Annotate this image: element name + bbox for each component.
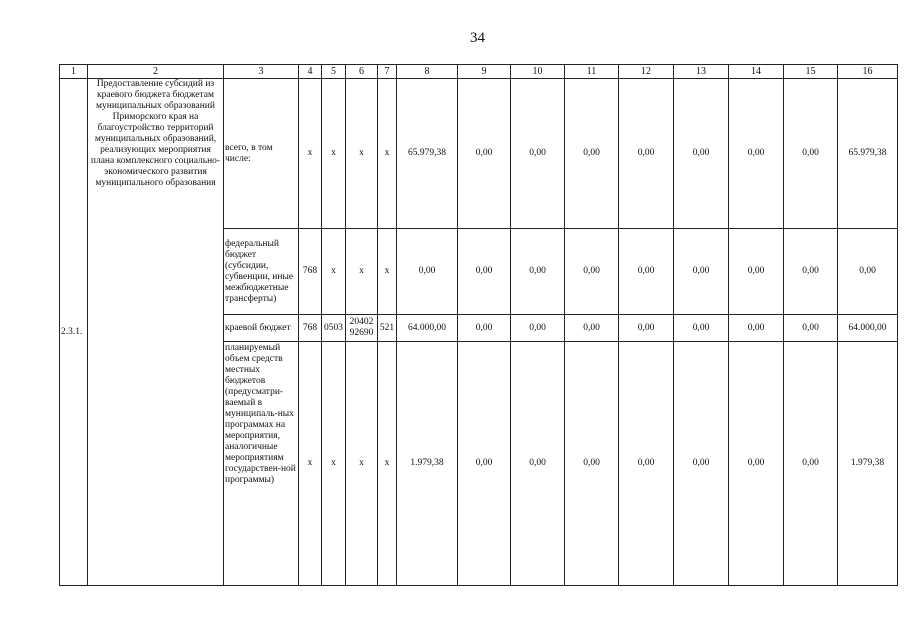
column-header: 11 — [565, 65, 619, 79]
table-cell: 0,00 — [511, 79, 565, 229]
table-cell: 0,00 — [674, 315, 729, 342]
table-cell: 65.979,38 — [838, 79, 898, 229]
table-cell: 0,00 — [565, 79, 619, 229]
table-cell: 0,00 — [511, 229, 565, 315]
table-cell: x — [299, 79, 322, 229]
table-cell: 0,00 — [458, 315, 511, 342]
column-header: 6 — [346, 65, 378, 79]
table-cell: 0,00 — [674, 342, 729, 586]
table-row-total — [60, 79, 898, 229]
table-cell: 64.000,00 — [397, 315, 458, 342]
table-cell: 0,00 — [565, 315, 619, 342]
table-cell: 0,00 — [511, 315, 565, 342]
table-cell: 0,00 — [784, 342, 838, 586]
table-cell: 0,00 — [674, 229, 729, 315]
funding-source: федеральный бюджет (субсидии, субвенции, иные межбюджетные трансферты) — [224, 229, 299, 315]
table-cell: 0,00 — [619, 229, 674, 315]
table-cell: 0,00 — [511, 342, 565, 586]
column-header: 8 — [397, 65, 458, 79]
table-cell: x — [322, 229, 346, 315]
table-cell: x — [346, 229, 378, 315]
table-cell: 0,00 — [619, 342, 674, 586]
table-cell: x — [378, 79, 397, 229]
table-cell: 0,00 — [784, 315, 838, 342]
table-cell: 1.979,38 — [397, 342, 458, 586]
column-header: 1 — [60, 65, 88, 79]
table-cell: 64.000,00 — [838, 315, 898, 342]
funding-source: краевой бюджет — [224, 315, 299, 342]
budget-table — [59, 64, 898, 586]
table-cell: 521 — [378, 315, 397, 342]
column-header: 3 — [224, 65, 299, 79]
column-header: 15 — [784, 65, 838, 79]
table-cell: 0503 — [322, 315, 346, 342]
table-cell: 768 — [299, 229, 322, 315]
table-cell: 0,00 — [674, 79, 729, 229]
table-cell: 1.979,38 — [838, 342, 898, 586]
column-header: 2 — [88, 65, 224, 79]
column-number-row — [60, 65, 898, 79]
table-cell: 0,00 — [619, 315, 674, 342]
column-header: 7 — [378, 65, 397, 79]
table-cell: 65.979,38 — [397, 79, 458, 229]
item-code: 2.3.1. — [60, 79, 88, 586]
table-cell: 0,00 — [619, 79, 674, 229]
column-header: 12 — [619, 65, 674, 79]
column-header: 9 — [458, 65, 511, 79]
column-header: 16 — [838, 65, 898, 79]
table-cell: 0,00 — [729, 229, 784, 315]
table-cell: 0,00 — [838, 229, 898, 315]
table-cell: 0,00 — [729, 315, 784, 342]
table-cell: 0,00 — [458, 79, 511, 229]
column-header: 4 — [299, 65, 322, 79]
table-cell: 0,00 — [565, 229, 619, 315]
page-number: 34 — [470, 30, 485, 46]
column-header: 13 — [674, 65, 729, 79]
table-cell: 0,00 — [729, 342, 784, 586]
table-cell: 768 — [299, 315, 322, 342]
table-cell: x — [322, 79, 346, 229]
column-header: 10 — [511, 65, 565, 79]
table-cell: 0,00 — [565, 342, 619, 586]
table-cell: x — [322, 342, 346, 586]
table-cell: 0,00 — [458, 229, 511, 315]
item-description: Предоставление субсидий из краевого бюджета бюджетам муниципальных образований Приморского края на благоустройство территорий муниципальных образований, реализующих мероприятия плана комплексного социально-экономического развития муниципального образования — [88, 79, 224, 586]
column-header: 5 — [322, 65, 346, 79]
table-cell: 20402 92690 — [346, 315, 378, 342]
column-header: 14 — [729, 65, 784, 79]
table-cell: 0,00 — [784, 229, 838, 315]
table-cell: x — [346, 342, 378, 586]
funding-source: планируемый объем средств местных бюджетов (предусматри-ваемый в муниципаль-ных программах на мероприятия, аналогичные мероприятиям государствен-ной программы) — [224, 342, 299, 586]
table-cell: x — [346, 79, 378, 229]
table-cell: 0,00 — [784, 79, 838, 229]
funding-source: всего, в том числе: — [224, 79, 299, 229]
table-cell: x — [378, 229, 397, 315]
table-cell: 0,00 — [397, 229, 458, 315]
table-cell: x — [299, 342, 322, 586]
table-cell: x — [378, 342, 397, 586]
table-cell: 0,00 — [458, 342, 511, 586]
table-cell: 0,00 — [729, 79, 784, 229]
